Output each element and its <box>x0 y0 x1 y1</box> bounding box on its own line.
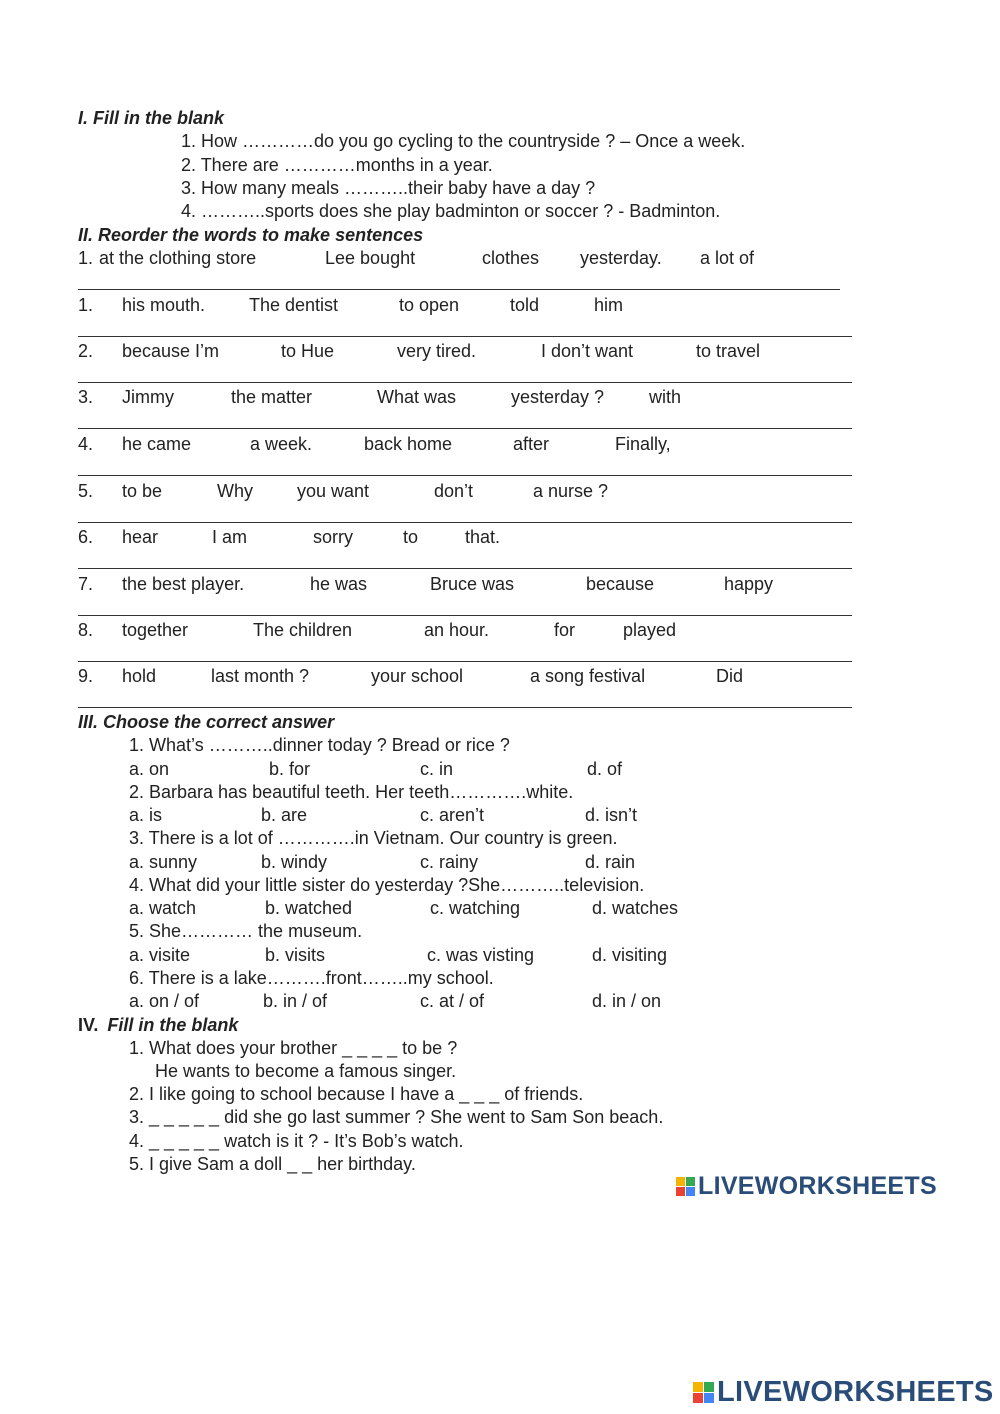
mc-question-5: 5. She………… the museum. <box>129 921 363 941</box>
fill-item-1: 1. How …………do you go cycling to the countryside ? – Once a week. <box>181 131 746 151</box>
reorder-word: The dentist <box>249 295 339 315</box>
reorder-word: happy <box>724 574 774 594</box>
section-1-title: I. Fill in the blank <box>78 108 225 128</box>
reorder-word: because <box>586 574 655 594</box>
reorder-word: Bruce was <box>430 574 515 594</box>
mc-option[interactable]: d. watches <box>592 898 679 918</box>
reorder-row-number: 5. <box>78 481 94 501</box>
reorder-row-number: 6. <box>78 527 94 547</box>
reorder-row-number: 2. <box>78 341 94 361</box>
mc-option[interactable]: d. isn’t <box>585 805 638 825</box>
reorder-word: for <box>554 620 576 640</box>
logo-text: LIVEWORKSHEETS <box>698 1172 937 1200</box>
reorder-word: to be <box>122 481 163 501</box>
blank-item-1-answer: He wants to become a famous singer. <box>155 1061 457 1081</box>
mc-option[interactable]: a. visite <box>129 945 191 965</box>
mc-option[interactable]: b. for <box>269 759 311 779</box>
reorder-word: hear <box>122 527 159 547</box>
mc-question-4: 4. What did your little sister do yesterday ?She………..television. <box>129 875 645 895</box>
reorder-word: I don’t want <box>541 341 634 361</box>
reorder-word: a lot of <box>700 248 755 268</box>
section-2-title: II. Reorder the words to make sentences <box>78 225 424 245</box>
liveworksheets-logo <box>676 1172 937 1201</box>
reorder-word: your school <box>371 666 464 686</box>
reorder-word: very tired. <box>397 341 477 361</box>
fill-item-3: 3. How many meals ………..their baby have a day ? <box>181 178 596 198</box>
mc-option[interactable]: c. at / of <box>420 991 485 1011</box>
mc-option[interactable]: c. aren’t <box>420 805 485 825</box>
logo-text: LIVEWORKSHEETS <box>717 1376 994 1408</box>
section-3-title: III. Choose the correct answer <box>78 712 335 732</box>
blank-item-2: 2. I like going to school because I have a _ _ _ of friends. <box>129 1084 584 1104</box>
blank-item-3: 3. _ _ _ _ _ did she go last summer ? She went to Sam Son beach. <box>129 1107 664 1127</box>
answer-line[interactable] <box>78 661 852 662</box>
mc-option[interactable]: a. watch <box>129 898 197 918</box>
section-4-number: IV. <box>78 1015 99 1035</box>
answer-line[interactable] <box>78 336 852 337</box>
reorder-word: that. <box>465 527 501 547</box>
reorder-word: together <box>122 620 189 640</box>
reorder-word: Did <box>716 666 744 686</box>
blank-item-5: 5. I give Sam a doll _ _ her birthday. <box>129 1154 416 1174</box>
reorder-word: last month ? <box>211 666 310 686</box>
mc-option[interactable]: c. rainy <box>420 852 479 872</box>
reorder-word: yesterday. <box>580 248 662 268</box>
answer-line[interactable] <box>78 475 852 476</box>
reorder-word: hold <box>122 666 157 686</box>
blank-item-4: 4. _ _ _ _ _ watch is it ? - It’s Bob’s watch. <box>129 1131 464 1151</box>
reorder-word: Jimmy <box>122 387 174 407</box>
mc-option[interactable]: d. rain <box>585 852 636 872</box>
mc-question-6: 6. There is a lake……….front……..my school. <box>129 968 494 988</box>
reorder-row-number: 9. <box>78 666 94 686</box>
fill-item-4: 4. ………..sports does she play badminton or soccer ? - Badminton. <box>181 201 721 221</box>
reorder-word: because I’m <box>122 341 220 361</box>
answer-line[interactable] <box>78 428 852 429</box>
mc-option[interactable]: d. in / on <box>592 991 662 1011</box>
mc-option[interactable]: c. was visting <box>427 945 535 965</box>
mc-option[interactable]: b. watched <box>265 898 353 918</box>
mc-option[interactable]: b. in / of <box>263 991 328 1011</box>
reorder-word: yesterday ? <box>511 387 605 407</box>
mc-option[interactable]: c. watching <box>430 898 521 918</box>
reorder-word: the matter <box>231 387 313 407</box>
logo-mark-icon <box>693 1382 714 1403</box>
mc-question-1: 1. What’s ………..dinner today ? Bread or rice ? <box>129 735 510 755</box>
reorder-word: The children <box>253 620 353 640</box>
reorder-word: an hour. <box>424 620 490 640</box>
reorder-word: him <box>594 295 624 315</box>
reorder-word: I am <box>212 527 248 547</box>
reorder-word: Why <box>217 481 253 501</box>
reorder-word: a song festival <box>530 666 646 686</box>
mc-option[interactable]: b. windy <box>261 852 328 872</box>
mc-option[interactable]: d. of <box>587 759 623 779</box>
answer-line[interactable] <box>78 707 852 708</box>
mc-option[interactable]: a. is <box>129 805 163 825</box>
reorder-word: to open <box>399 295 460 315</box>
reorder-word: told <box>510 295 540 315</box>
reorder-word: What was <box>377 387 457 407</box>
mc-option[interactable]: a. sunny <box>129 852 198 872</box>
answer-line[interactable] <box>78 289 840 290</box>
reorder-word: to <box>403 527 419 547</box>
reorder-word: played <box>623 620 677 640</box>
reorder-word: clothes <box>482 248 540 268</box>
reorder-word: he was <box>310 574 368 594</box>
logo-mark-icon <box>676 1177 695 1196</box>
answer-line[interactable] <box>78 522 852 523</box>
reorder-word: with <box>649 387 682 407</box>
mc-question-3: 3. There is a lot of ………….in Vietnam. Our country is green. <box>129 828 618 848</box>
section-4-title <box>78 1016 238 1034</box>
mc-option[interactable]: a. on / of <box>129 991 200 1011</box>
reorder-word: sorry <box>313 527 353 547</box>
reorder-row-number: 3. <box>78 387 94 407</box>
reorder-word: to travel <box>696 341 761 361</box>
mc-option[interactable]: c. in <box>420 759 454 779</box>
mc-option[interactable]: b. visits <box>265 945 326 965</box>
mc-question-2: 2. Barbara has beautiful teeth. Her teeth………….white. <box>129 782 574 802</box>
mc-option[interactable]: b. are <box>261 805 308 825</box>
reorder-word: a week. <box>250 434 313 454</box>
reorder-row-number: 7. <box>78 574 94 594</box>
blank-item-1: 1. What does your brother _ _ _ _ to be ? <box>129 1038 458 1058</box>
reorder-word: Lee bought <box>325 248 416 268</box>
mc-option[interactable]: a. on <box>129 759 170 779</box>
reorder-word: back home <box>364 434 453 454</box>
reorder-word: you want <box>297 481 370 501</box>
reorder-row-number: 8. <box>78 620 94 640</box>
reorder-word: at the clothing store <box>99 248 257 268</box>
reorder-word: don’t <box>434 481 474 501</box>
section-4-title-text: Fill in the blank <box>107 1015 239 1035</box>
reorder-word: he came <box>122 434 192 454</box>
mc-option[interactable]: d. visiting <box>592 945 668 965</box>
fill-item-2: 2. There are …………months in a year. <box>181 155 493 175</box>
reorder-word: a nurse ? <box>533 481 609 501</box>
reorder-word: his mouth. <box>122 295 206 315</box>
reorder-word: Finally, <box>615 434 671 454</box>
reorder-word: to Hue <box>281 341 335 361</box>
answer-line[interactable] <box>78 568 852 569</box>
reorder-row-number: 4. <box>78 434 94 454</box>
reorder-row-number: 1. <box>78 295 94 315</box>
reorder-word: the best player. <box>122 574 245 594</box>
liveworksheets-logo-footer <box>693 1376 994 1409</box>
reorder-word: after <box>513 434 550 454</box>
answer-line[interactable] <box>78 382 852 383</box>
answer-line[interactable] <box>78 615 852 616</box>
reorder-example-number: 1. <box>78 248 94 268</box>
